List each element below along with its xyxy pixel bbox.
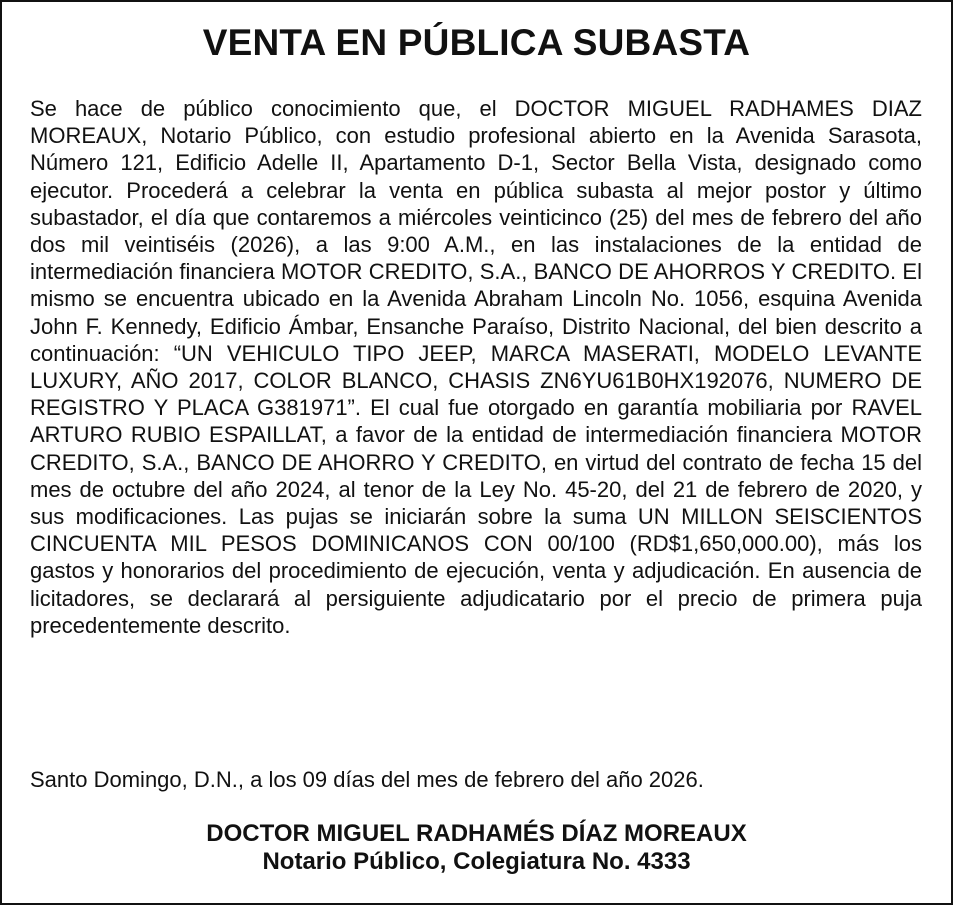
signer-name: DOCTOR MIGUEL RADHAMÉS DÍAZ MOREAUX (206, 820, 747, 847)
notice-date-line: Santo Domingo, D.N., a los 09 días del mes de febrero del año 2026. (30, 767, 704, 792)
signer-title: Notario Público, Colegiatura No. 4333 (262, 848, 691, 875)
notice-body: Se hace de público conocimiento que, el DOCTOR MIGUEL RADHAMES DIAZ MOREAUX, Notario Público, con estudio profesional abierto en la Avenida Sarasota, Número 121, Edificio Adelle II, Apartamento D-1, Sector Bella Vista, designado como ejecutor. Procederá a celebrar la venta en pública subasta al mejor postor y último subastador, el día que contaremos a miércoles veinticinco (25) del mes de febrero del año dos mil veintiséis (2026), a las 9:00 A.M., en las instalaciones de la entidad de intermediación financiera MOTOR CREDITO, S.A., BANCO DE AHORROS Y CREDITO. El mismo se encuentra ubicado en la Avenida Abraham Lincoln No. 1056, esquina Avenida John F. Kennedy, Edificio Ámbar, Ensanche Paraíso, Distrito Nacional, del bien descrito a continuación: “UN VEHICULO TIPO JEEP, MARCA MASERATI, MODELO LEVANTE LUXURY, AÑO 2017, COLOR BLANCO, CHASIS ZN6YU61B0HX192076, NUMERO DE REGISTRO Y PLACA G381971”. El cual fue otorgado en garantía mobiliaria por RAVEL ARTURO RUBIO ESPAILLAT, a favor de la entidad de intermediación financiera MOTOR CREDITO, S.A., BANCO DE AHORRO Y CREDITO, en virtud del contrato de fecha 15 del mes de octubre del año 2024, al tenor de la Ley No. 45-20, del 21 de febrero de 2020, y sus modificaciones. Las pujas se iniciarán sobre la suma UN MILLON SEISCIENTOS CINCUENTA MIL PESOS DOMINICANOS CON 00/100 (RD$1,650,000.00), más los gastos y honorarios del procedimiento de ejecución, venta y adjudicación. En ausencia de licitadores, se declarará al persiguiente adjudicatario por el precio de primera puja precedentemente descrito. (30, 96, 922, 638)
notice-title: VENTA EN PÚBLICA SUBASTA (202, 22, 751, 63)
signature-block (2, 820, 951, 876)
